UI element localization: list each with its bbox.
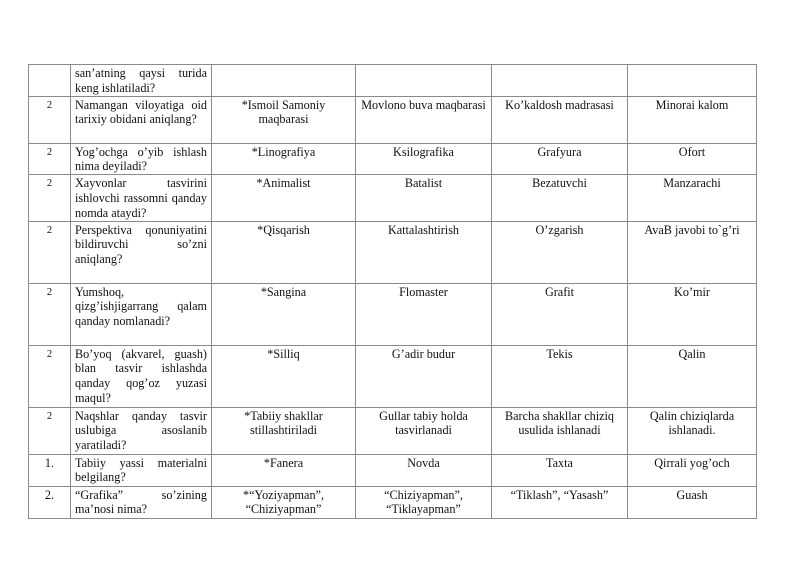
correct-answer: *Animalist <box>212 175 356 221</box>
table-row <box>29 65 757 97</box>
answer-option-d: Minorai kalom <box>628 96 757 143</box>
answer-option-c: “Tiklash”, “Yasash” <box>492 486 628 518</box>
row-number: 2 <box>29 345 71 407</box>
row-number: 2 <box>29 175 71 221</box>
answer-option-b <box>356 65 492 97</box>
answer-option-c: Tekis <box>492 345 628 407</box>
correct-answer: *Fanera <box>212 454 356 486</box>
question-text: “Grafika” so’zining ma’nosi nima? <box>71 486 212 518</box>
correct-answer: *Linografiya <box>212 143 356 175</box>
table-row <box>29 486 757 518</box>
answer-option-c: Grafit <box>492 283 628 345</box>
row-number: 2 <box>29 407 71 454</box>
correct-answer: *Silliq <box>212 345 356 407</box>
row-number: 2 <box>29 283 71 345</box>
answer-option-d <box>628 65 757 97</box>
answer-option-d: Ofort <box>628 143 757 175</box>
row-number: 2 <box>29 221 71 283</box>
table-row <box>29 96 757 143</box>
answer-option-b: Movlono buva maqbarasi <box>356 96 492 143</box>
table-row <box>29 143 757 175</box>
question-text: Bo’yoq (akvarel, guash) blan tasvir ishlashda qanday qog’oz yuzasi maqul? <box>71 345 212 407</box>
table-row <box>29 407 757 454</box>
answer-option-b: Batalist <box>356 175 492 221</box>
answer-option-c <box>492 65 628 97</box>
correct-answer: *“Yoziyapman”, “Chiziyapman” <box>212 486 356 518</box>
answer-option-d: Ko’mir <box>628 283 757 345</box>
answer-option-d: AvaB javobi to`g’ri <box>628 221 757 283</box>
quiz-table <box>28 64 757 519</box>
question-text: san’atning qaysi turida keng ishlatiladi? <box>71 65 212 97</box>
row-number: 2. <box>29 486 71 518</box>
question-text: Yog’ochga o’yib ishlash nima deyiladi? <box>71 143 212 175</box>
answer-option-b: Novda <box>356 454 492 486</box>
table-row <box>29 175 757 221</box>
answer-option-b: Gullar tabiy holda tasvirlanadi <box>356 407 492 454</box>
answer-option-b: “Chiziyapman”, “Tiklayapman” <box>356 486 492 518</box>
answer-option-c: Taxta <box>492 454 628 486</box>
answer-option-c: O’zgarish <box>492 221 628 283</box>
correct-answer: *Tabiiy shakllar stillashtiriladi <box>212 407 356 454</box>
row-number: 2 <box>29 143 71 175</box>
correct-answer: *Ismoil Samoniy maqbarasi <box>212 96 356 143</box>
table-row <box>29 221 757 283</box>
table-row <box>29 345 757 407</box>
answer-option-b: Ksilografika <box>356 143 492 175</box>
correct-answer: *Qisqarish <box>212 221 356 283</box>
question-text: Xayvonlar tasvirini ishlovchi rassomni qanday nomda ataydi? <box>71 175 212 221</box>
answer-option-d: Guash <box>628 486 757 518</box>
answer-option-b: G’adir budur <box>356 345 492 407</box>
answer-option-c: Bezatuvchi <box>492 175 628 221</box>
question-text: Tabiiy yassi materialni belgilang? <box>71 454 212 486</box>
row-number: 2 <box>29 96 71 143</box>
question-text: Namangan viloyatiga oid tarixiy obidani aniqlang? <box>71 96 212 143</box>
answer-option-d: Qalin chiziqlarda ishlanadi. <box>628 407 757 454</box>
answer-option-c: Grafyura <box>492 143 628 175</box>
answer-option-d: Qalin <box>628 345 757 407</box>
question-text: Yumshoq, qizg’ishjigarrang qalam qanday nomlanadi? <box>71 283 212 345</box>
row-number <box>29 65 71 97</box>
answer-option-c: Barcha shakllar chiziq usulida ishlanadi <box>492 407 628 454</box>
row-number: 1. <box>29 454 71 486</box>
question-text: Naqshlar qanday tasvir uslubiga asoslanib yaratiladi? <box>71 407 212 454</box>
answer-option-d: Manzarachi <box>628 175 757 221</box>
question-text: Perspektiva qonuniyatini bildiruvchi so’zni aniqlang? <box>71 221 212 283</box>
correct-answer: *Sangina <box>212 283 356 345</box>
answer-option-b: Flomaster <box>356 283 492 345</box>
table-row <box>29 454 757 486</box>
answer-option-b: Kattalashtirish <box>356 221 492 283</box>
answer-option-d: Qirrali yog’och <box>628 454 757 486</box>
answer-option-c: Ko’kaldosh madrasasi <box>492 96 628 143</box>
correct-answer <box>212 65 356 97</box>
table-row <box>29 283 757 345</box>
